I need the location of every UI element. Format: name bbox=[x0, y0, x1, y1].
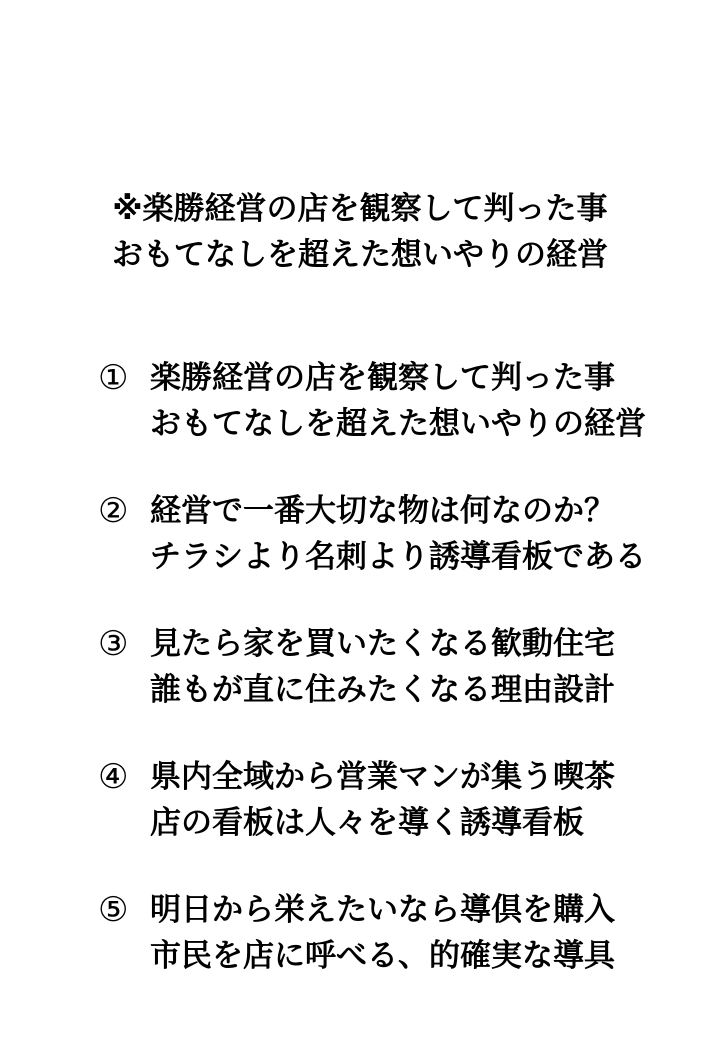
list-item bbox=[98, 488, 698, 621]
item-text bbox=[150, 754, 615, 846]
item-text bbox=[150, 488, 646, 580]
item-line-1: 経営で一番大切な物は何なのか？ bbox=[150, 493, 615, 529]
item-line-1: 県内全域から営業マンが集う喫茶 bbox=[150, 759, 615, 795]
item-number: ① bbox=[98, 358, 129, 398]
item-text bbox=[150, 887, 615, 979]
list-item bbox=[98, 621, 698, 754]
item-line-2: おもてなしを超えた想いやりの経営 bbox=[150, 406, 646, 442]
item-number: ③ bbox=[98, 624, 129, 664]
page-heading bbox=[0, 186, 720, 278]
item-number: ④ bbox=[98, 757, 129, 797]
item-line-2: 誰もが直に住みたくなる理由設計 bbox=[150, 672, 615, 708]
list-item bbox=[98, 754, 698, 887]
item-text bbox=[150, 355, 646, 447]
item-number: ② bbox=[98, 491, 129, 531]
numbered-list bbox=[98, 355, 698, 1020]
heading-line-2: おもてなしを超えた想いやりの経営 bbox=[112, 237, 608, 273]
item-line-1: 楽勝経営の店を観察して判った事 bbox=[150, 360, 615, 396]
item-line-1: 見たら家を買いたくなる歓動住宅 bbox=[150, 626, 615, 662]
item-line-2: チラシより名刺より誘導看板である bbox=[150, 539, 646, 575]
item-line-2: 店の看板は人々を導く誘導看板 bbox=[150, 805, 584, 841]
item-line-2: 市民を店に呼べる、的確実な導具 bbox=[150, 938, 615, 974]
item-number: ⑤ bbox=[98, 890, 129, 930]
list-item bbox=[98, 355, 698, 488]
item-text bbox=[150, 621, 615, 713]
item-line-1: 明日から栄えたいなら導倶を購入 bbox=[150, 892, 615, 928]
heading-line-1: ※楽勝経営の店を観察して判った事 bbox=[112, 191, 608, 227]
list-item bbox=[98, 887, 698, 1020]
